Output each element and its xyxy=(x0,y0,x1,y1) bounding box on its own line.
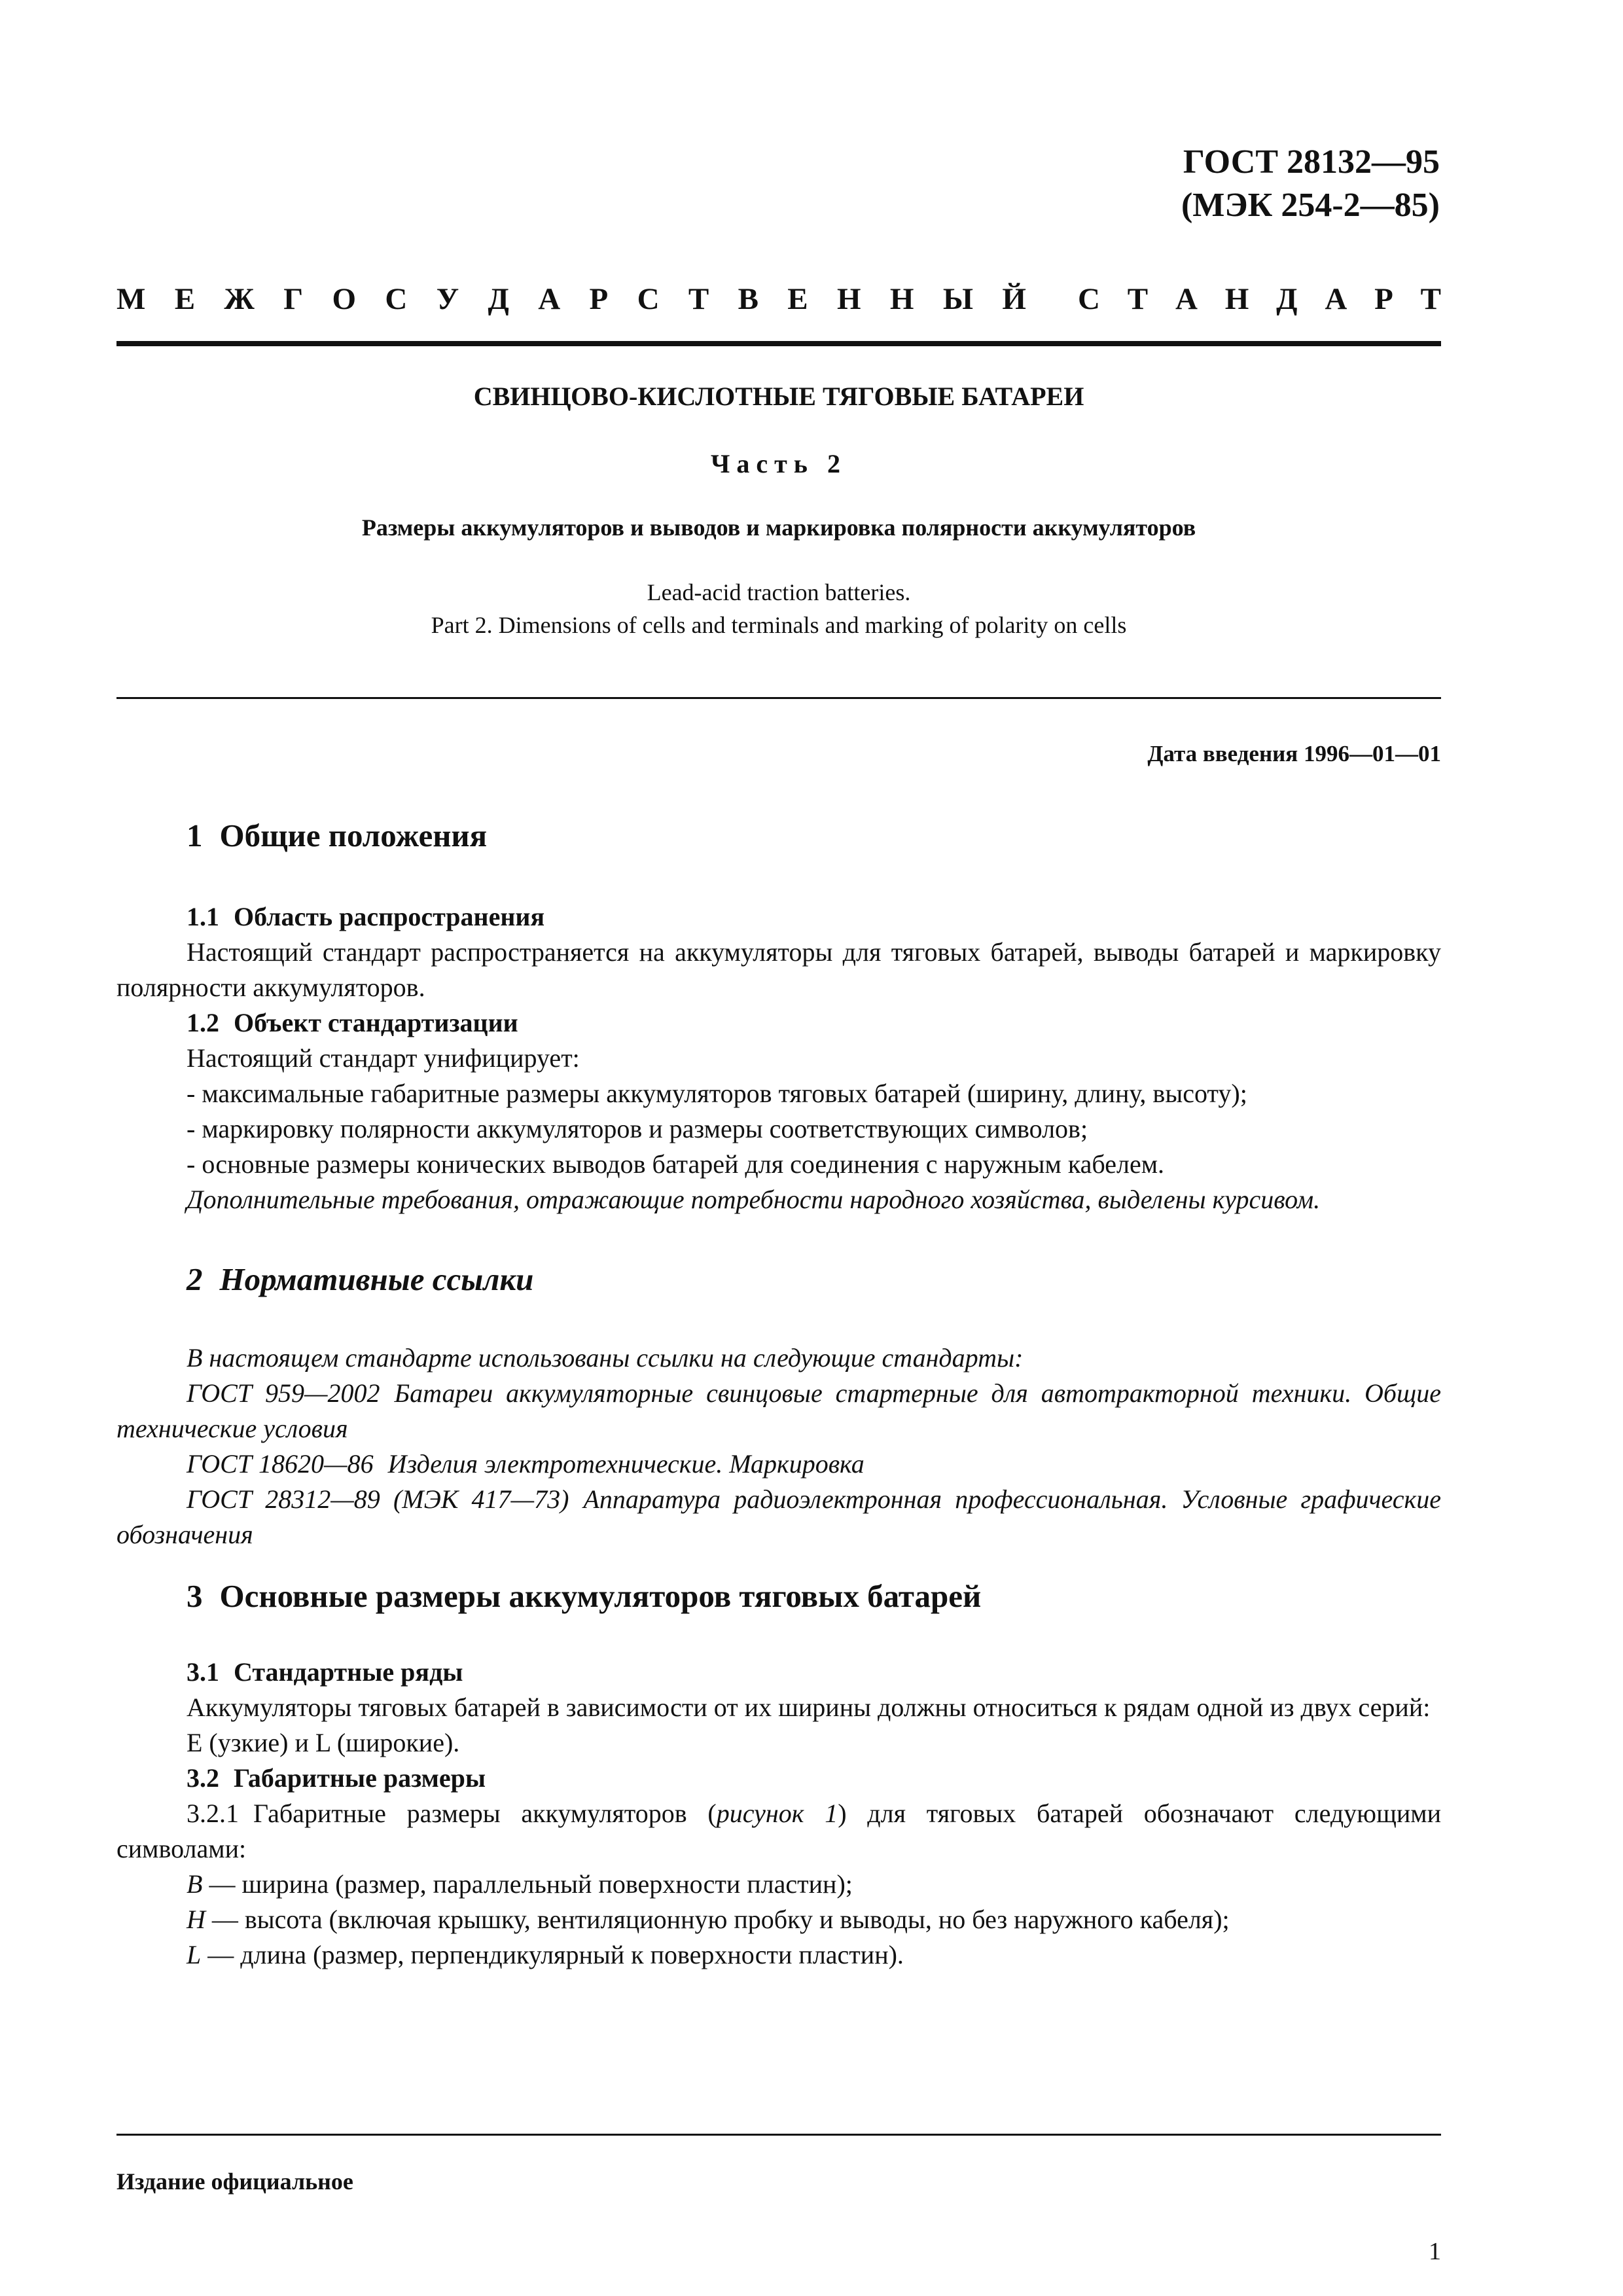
english-title xyxy=(116,576,1441,641)
section-title: Нормативные ссылки xyxy=(219,1261,534,1297)
title-rule xyxy=(116,697,1441,699)
iec-number: (МЭК 254-2—85) xyxy=(1181,187,1440,224)
subsection-1-1-text: Настоящий стандарт распространяется на аккумуляторы для тяговых батарей, выводы батарей и маркировку полярности аккумуляторов. xyxy=(116,937,1441,1002)
symbol-definition: H — высота (включая крышку, вентиляционную пробку и выводы, но без наружного кабеля); xyxy=(187,1905,1230,1934)
subsection-1-1-heading: 1.1 Область распространения xyxy=(187,902,545,931)
section-1-body xyxy=(116,899,1441,1217)
english-title-line-1: Lead-acid traction batteries. xyxy=(647,579,911,605)
section-3-heading xyxy=(187,1577,981,1615)
italic-note: Дополнительные требования, отражающие потребности народного хозяйства, выделены курсивом. xyxy=(187,1185,1321,1214)
section-2-heading xyxy=(187,1261,533,1298)
edition-label: Издание официальное xyxy=(116,2168,353,2195)
banner-word-1: М Е Ж Г О С У Д А Р С Т В Е Н Н Ы Й xyxy=(116,282,1026,316)
list-item: - максимальные габаритные размеры аккумуляторов тяговых батарей (ширину, длину, высоту); xyxy=(187,1079,1247,1108)
series-text: E (узкие) и L (широкие). xyxy=(187,1728,460,1757)
subsection-3-1-heading: 3.1 Стандартные ряды xyxy=(187,1657,463,1687)
list-item: - маркировку полярности аккумуляторов и размеры соответствующих символов; xyxy=(187,1114,1088,1143)
symbol-definition: B — ширина (размер, параллельный поверхности пластин); xyxy=(187,1869,853,1899)
standard-designation xyxy=(1181,141,1440,227)
reference-item: ГОСТ 18620—86 Изделия электротехнические. Маркировка xyxy=(187,1449,865,1479)
section-3-body xyxy=(116,1655,1441,1973)
subsection-3-2-heading: 3.2 Габаритные размеры xyxy=(187,1763,486,1793)
paragraph-3-2-1: 3.2.1 Габаритные размеры аккумуляторов (рисунок 1) для тяговых батарей обозначают следующими символами: xyxy=(116,1799,1441,1863)
introduction-date: Дата введения 1996—01—01 xyxy=(1147,741,1441,766)
interstate-standard-banner xyxy=(116,281,1441,317)
references-lead: В настоящем стандарте использованы ссылки на следующие стандарты: xyxy=(187,1343,1024,1372)
page-number: 1 xyxy=(1429,2238,1441,2265)
section-title: Общие положения xyxy=(219,817,488,853)
symbol-definition: L — длина (размер, перпендикулярный к поверхности пластин). xyxy=(187,1940,904,1969)
reference-item: ГОСТ 959—2002 Батареи аккумуляторные свинцовые стартерные для автотракторной техники. Общие технические условия xyxy=(116,1378,1441,1443)
part-label: Часть 2 xyxy=(711,449,847,478)
footer-rule xyxy=(116,2134,1441,2136)
header-rule xyxy=(116,341,1441,346)
subsection-1-2-heading: 1.2 Объект стандартизации xyxy=(187,1008,518,1037)
english-title-line-2: Part 2. Dimensions of cells and terminals and marking of polarity on cells xyxy=(431,612,1127,638)
gost-number: ГОСТ 28132—95 xyxy=(1183,143,1440,181)
section-1-heading xyxy=(187,817,487,854)
section-title: Основные размеры аккумуляторов тяговых батарей xyxy=(219,1578,982,1614)
section-number: 3 xyxy=(187,1578,203,1614)
section-number: 2 xyxy=(187,1261,203,1297)
document-title: СВИНЦОВО-КИСЛОТНЫЕ ТЯГОВЫЕ БАТАРЕИ xyxy=(473,382,1084,411)
list-item: - основные размеры конических выводов батарей для соединения с наружным кабелем. xyxy=(187,1149,1165,1179)
reference-item: ГОСТ 28312—89 (МЭК 417—73) Аппаратура радиоэлектронная профессиональная. Условные графические обозначения xyxy=(116,1484,1441,1549)
section-2-body xyxy=(116,1340,1441,1552)
subsection-1-2-lead: Настоящий стандарт унифицирует: xyxy=(187,1043,580,1073)
subsection-3-1-text: Аккумуляторы тяговых батарей в зависимости от их ширины должны относиться к рядам одной из двух серий: xyxy=(187,1693,1431,1722)
section-number: 1 xyxy=(187,817,203,853)
banner-word-2: С Т А Н Д А Р Т xyxy=(1078,282,1441,316)
document-subtitle: Размеры аккумуляторов и выводов и маркировка полярности аккумуляторов xyxy=(361,514,1196,541)
